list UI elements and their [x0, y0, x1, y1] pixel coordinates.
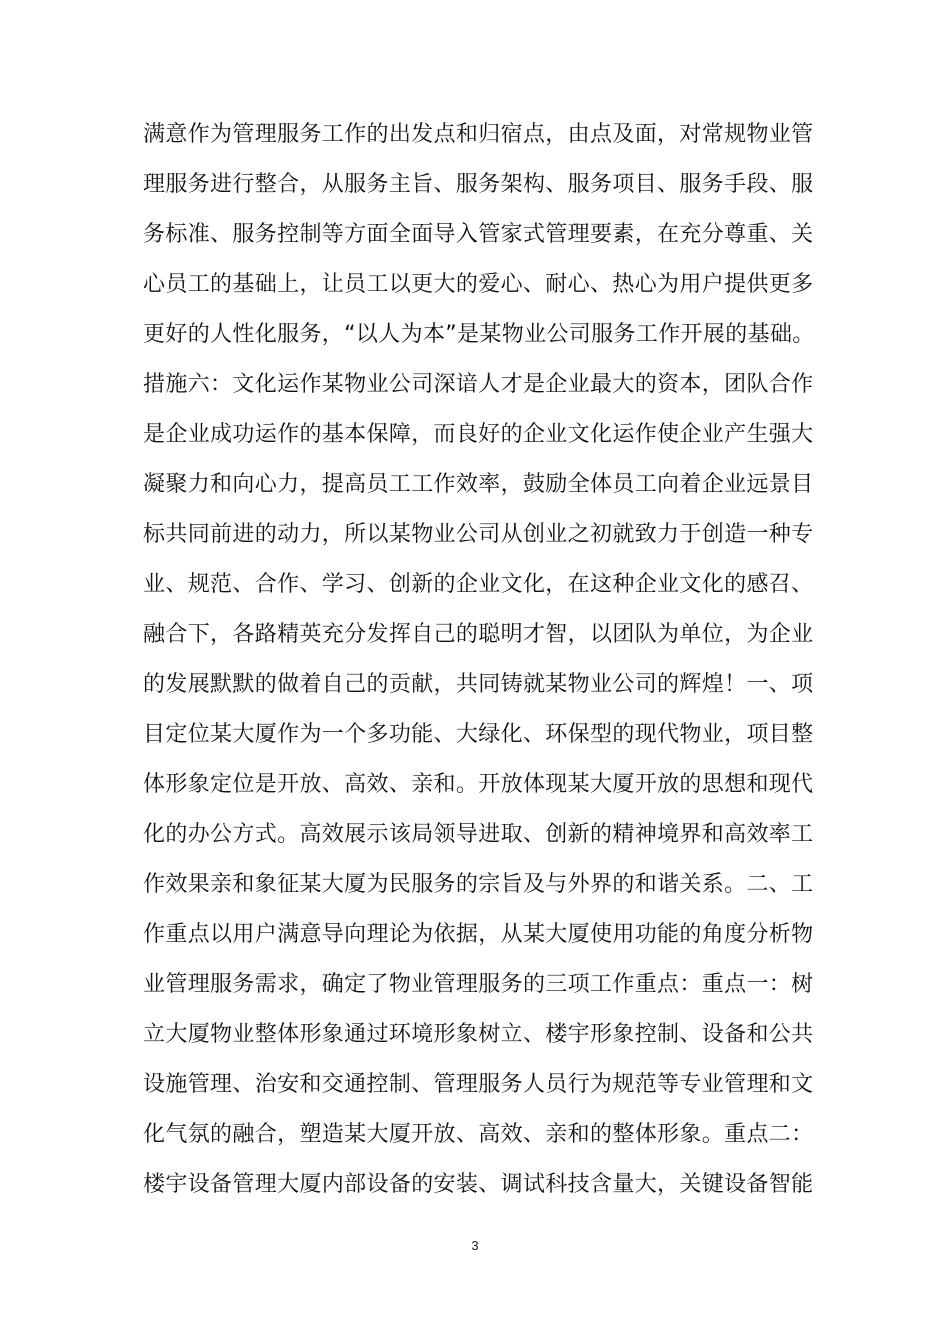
text-line: 措施六：文化运作某物业公司深谙人才是企业最大的资本，团队合作 [143, 372, 814, 397]
text-line: 立大厦物业整体形象通过环境形象树立、楼宇形象控制、设备和公共 [143, 1022, 814, 1047]
text-line: 体形象定位是开放、高效、亲和。开放体现某大厦开放的思想和现代 [143, 772, 814, 797]
text-line: 满意作为管理服务工作的出发点和归宿点，由点及面，对常规物业管 [143, 122, 814, 147]
text-line: 更好的人性化服务，“以人为本”是某物业公司服务工作开展的基础。 [143, 322, 815, 347]
body-text [143, 110, 823, 1210]
text-line: 的发展默默的做着自己的贡献，共同铸就某物业公司的辉煌！一、项 [143, 672, 814, 697]
text-line: 化的办公方式。高效展示该局领导进取、创新的精神境界和高效率工 [143, 822, 814, 847]
text-line: 心员工的基础上，让员工以更大的爱心、耐心、热心为用户提供更多 [143, 272, 814, 297]
text-line: 作重点以用户满意导向理论为依据，从某大厦使用功能的角度分析物 [143, 922, 814, 947]
text-line: 业、规范、合作、学习、创新的企业文化，在这种企业文化的感召、 [143, 572, 814, 597]
text-line: 融合下，各路精英充分发挥自己的聪明才智，以团队为单位，为企业 [143, 622, 814, 647]
text-line: 作效果亲和象征某大厦为民服务的宗旨及与外界的和谐关系。二、工 [143, 872, 814, 897]
text-line: 业管理服务需求，确定了物业管理服务的三项工作重点：重点一：树 [143, 972, 814, 997]
page-number: 3 [471, 1238, 479, 1253]
text-line: 是企业成功运作的基本保障，而良好的企业文化运作使企业产生强大 [143, 422, 814, 447]
text-line: 设施管理、治安和交通控制、管理服务人员行为规范等专业管理和文 [143, 1072, 814, 1097]
text-line: 楼宇设备管理大厦内部设备的安装、调试科技含量大，关键设备智能 [143, 1172, 814, 1197]
text-line: 务标准、服务控制等方面全面导入管家式管理要素，在充分尊重、关 [143, 222, 814, 247]
text-line: 目定位某大厦作为一个多功能、大绿化、环保型的现代物业，项目整 [143, 722, 814, 747]
text-line: 凝聚力和向心力，提高员工工作效率，鼓励全体员工向着企业远景目 [143, 472, 814, 497]
text-line: 标共同前进的动力，所以某物业公司从创业之初就致力于创造一种专 [143, 522, 814, 547]
text-line: 理服务进行整合，从服务主旨、服务架构、服务项目、服务手段、服 [143, 172, 814, 197]
text-line: 化气氛的融合，塑造某大厦开放、高效、亲和的整体形象。重点二： [143, 1122, 814, 1147]
